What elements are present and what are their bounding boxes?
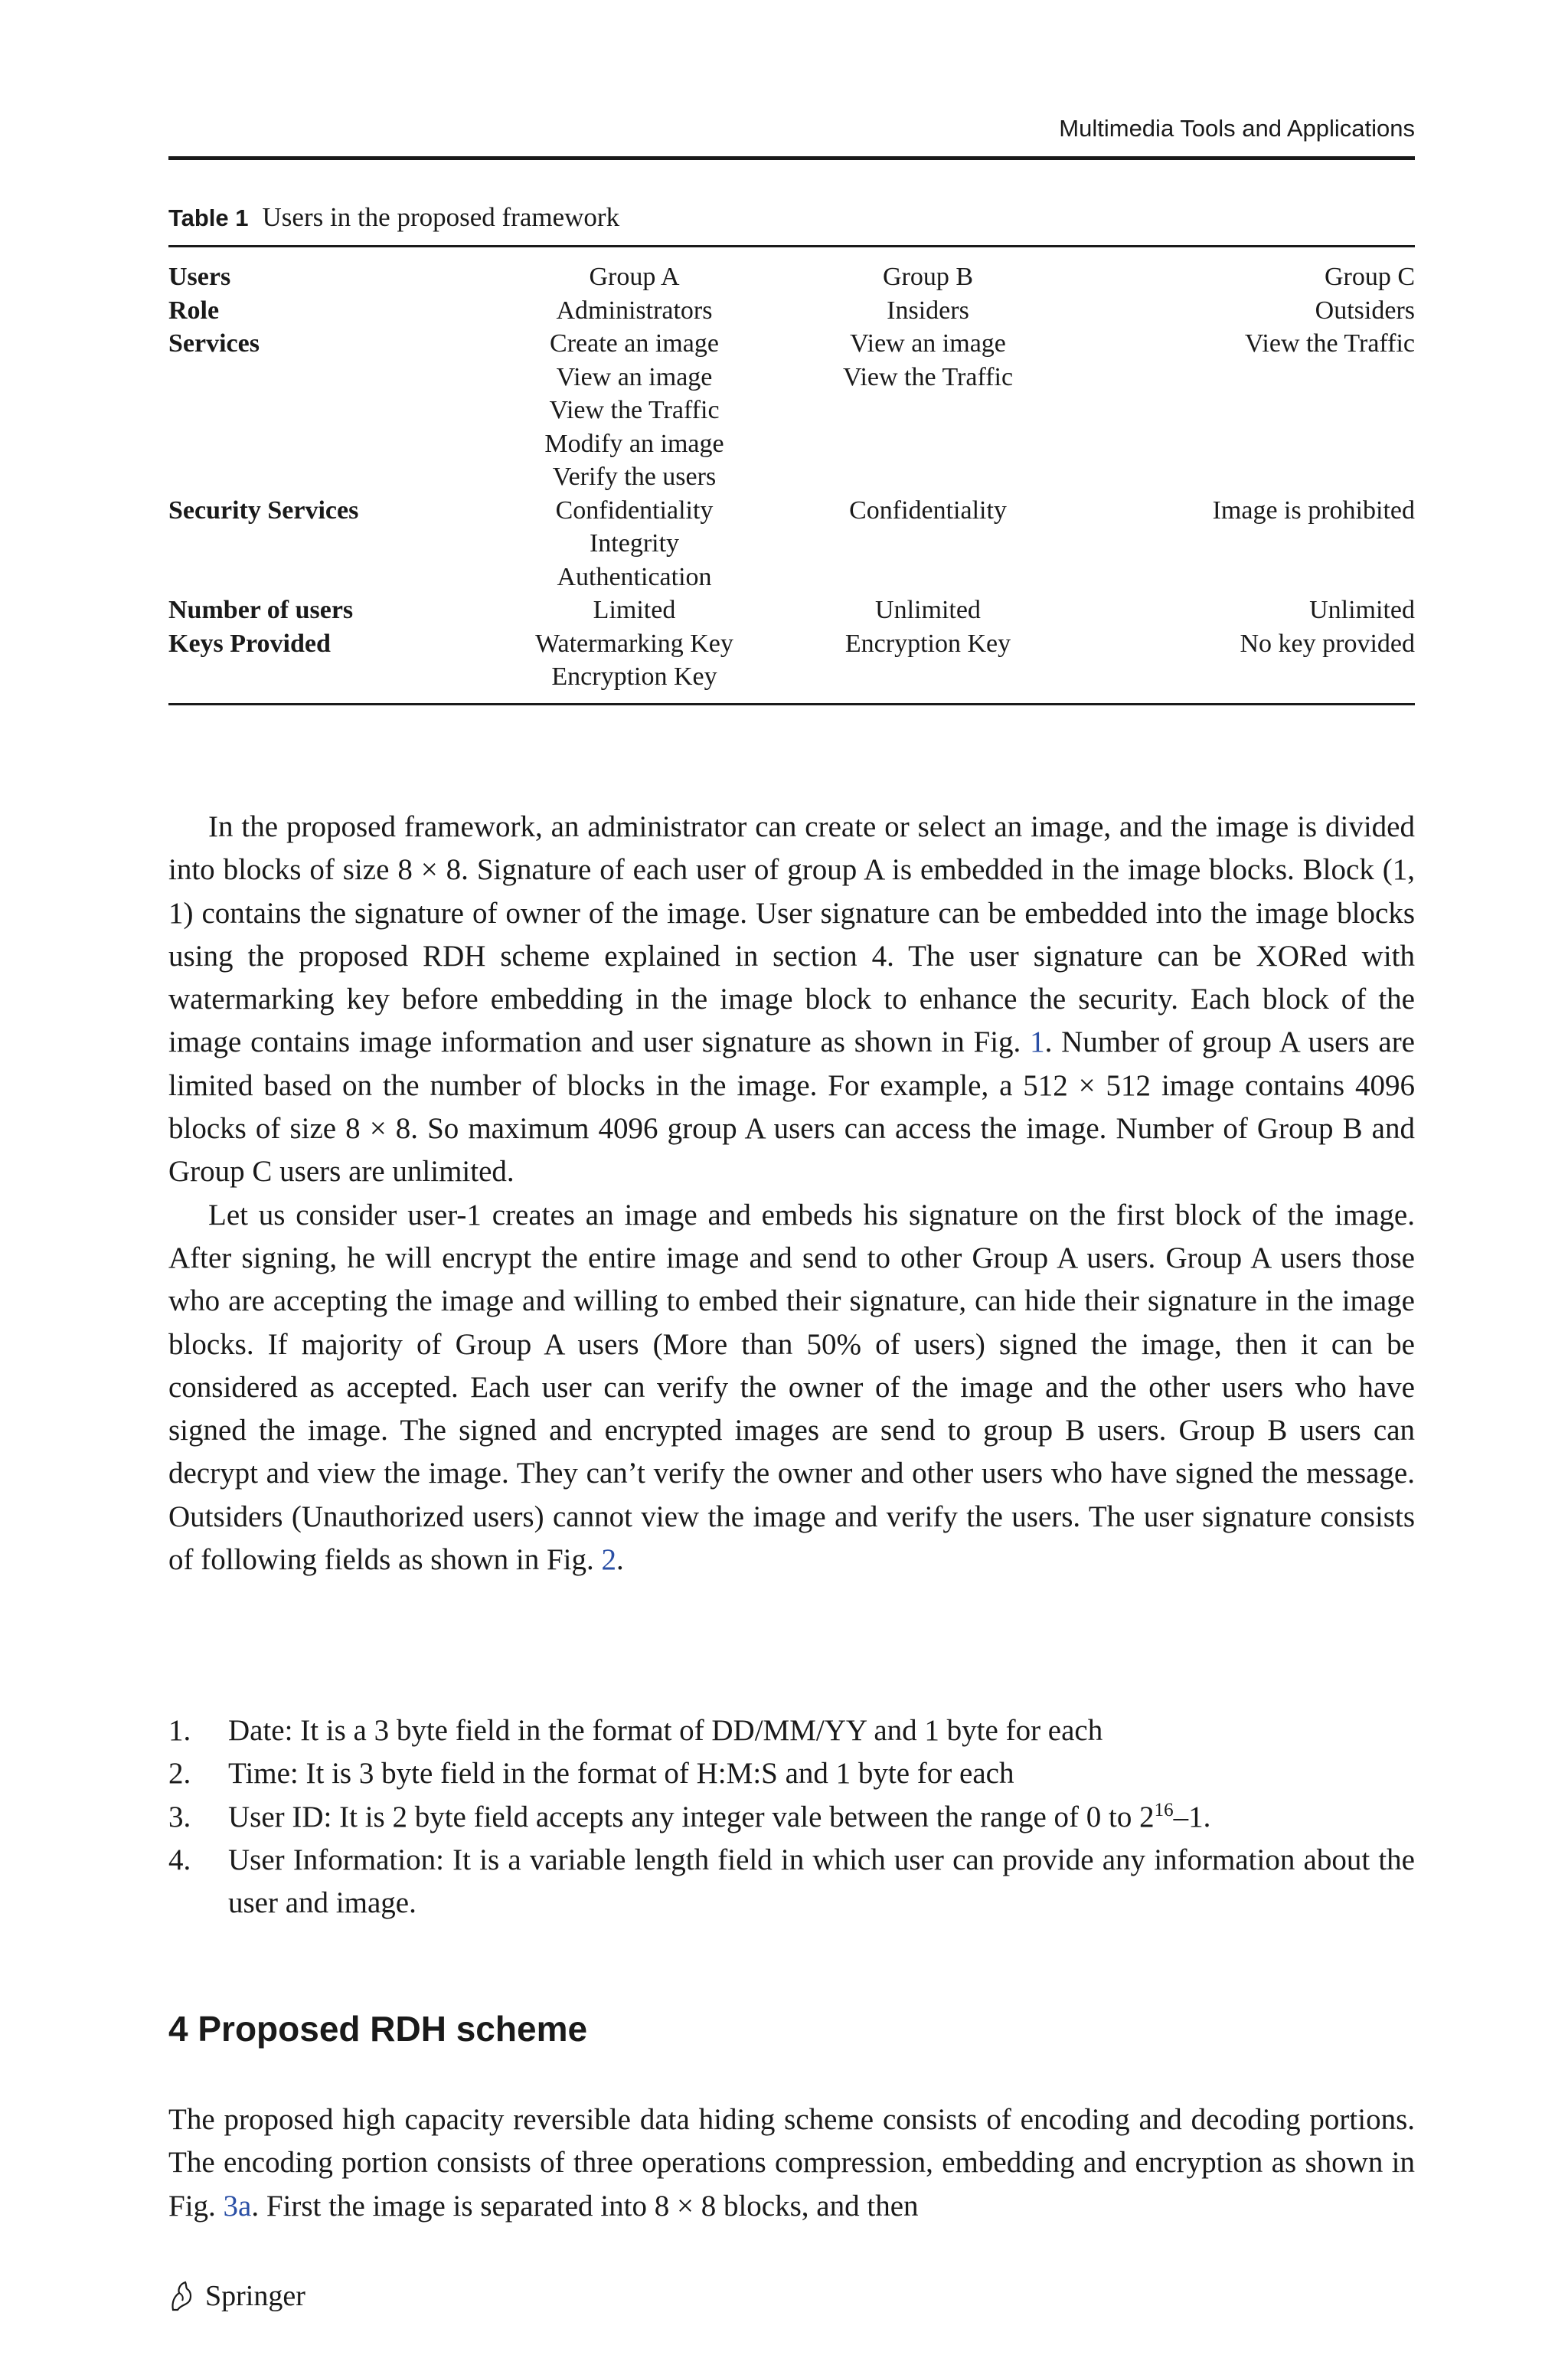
table-cell: Users (168, 263, 231, 291)
table-cell (1085, 594, 1415, 627)
table-label: Table 1 (168, 204, 249, 231)
section-title: 4 Proposed RDH scheme (168, 2009, 588, 2049)
cell-line: Authentication (557, 562, 712, 591)
figure-ref-3a[interactable]: 3a (223, 2189, 252, 2223)
list-item: 4. User Information: It is a variable length field in which user can provide any information about the user and image. (168, 1843, 1415, 1920)
cell-line: Insiders (887, 296, 969, 325)
table-cell (498, 494, 771, 594)
section-paragraph: The proposed high capacity reversible data hiding scheme consists of encoding and decoding portions. The encoding portion consists of three operations compression, embedding and encryption as shown in Fig. 3a. First the image is separated into 8 × 8 blocks, and then (168, 2103, 1415, 2223)
springer-horse-icon (168, 2279, 194, 2313)
cell-line: Outsiders (1315, 296, 1415, 325)
table-cell (1085, 327, 1415, 494)
table-cell (771, 294, 1085, 328)
cell-line: View an image (556, 362, 713, 391)
users-table (168, 260, 1415, 694)
table-row (168, 627, 1415, 694)
cell-line: Encryption Key (844, 629, 1011, 658)
cell-line: View the Traffic (549, 396, 720, 424)
table-cell (1085, 260, 1415, 294)
list-item: 2. Time: It is 3 byte field in the format of H:M:S and 1 byte for each (168, 1757, 1014, 1791)
cell-line: Unlimited (875, 596, 981, 624)
table-cell: Role (168, 296, 220, 325)
table-cell (1085, 627, 1415, 694)
table-row (168, 327, 1415, 494)
table-row (168, 494, 1415, 594)
table-cell (771, 260, 1085, 294)
figure-ref-1[interactable]: 1 (1030, 1025, 1045, 1059)
body-paragraphs (168, 806, 1415, 1582)
table-top-rule (168, 245, 1415, 247)
list-item: 3. User ID: It is 2 byte field accepts any integer vale between the range of 0 to $2^{16}-1$. (168, 1799, 1211, 1833)
table-cell (1085, 294, 1415, 328)
cell-line: Image is prohibited (1212, 496, 1415, 525)
cell-line: View an image (850, 329, 1006, 358)
table-cell (498, 594, 771, 627)
cell-line: Confidentiality (849, 496, 1007, 525)
table-cell (498, 294, 771, 328)
table-cell (1085, 494, 1415, 594)
paragraph-1: In the proposed framework, an administrator can create or select an image, and the image is divided into blocks of size 8 × 8. Signature of each user of group A is embedded in the image blocks. Block (1, 1) contains the signature of owner of the image. User signature can be embedded into the image blocks using the proposed RDH scheme explained in section 4. The user signature can be XORed with watermarking key before embedding in the image block to enhance the security. Each block of the image contains image information and user signature as shown in Fig. 1. Number of group A users are limited based on the number of blocks in the image. For example, a 512 × 512 image contains 4096 blocks of size 8 × 8. So maximum 4096 group A users can access the image. Number of Group B and Group C users are unlimited. (168, 810, 1415, 1189)
table-cell (498, 327, 771, 494)
cell-line: Verify the users (552, 463, 717, 491)
table-cell: Security Services (168, 496, 359, 525)
cell-line: Group A (589, 263, 680, 291)
table-cell: Services (168, 329, 260, 358)
table-cell: Keys Provided (168, 629, 331, 658)
table-caption-text: Users in the proposed framework (262, 202, 620, 232)
cell-line: Watermarking Key (535, 629, 733, 658)
paragraph-2: Let us consider user-1 creates an image and embeds his signature on the first block of the image. After signing, he will encrypt the entire image and send to other Group A users. Group A users those who are accepting the image and willing to embed their signature, can hide their signature in the image blocks. If majority of Group A users (More than 50% of users) signed the image, then it can be considered as accepted. Each user can verify the owner of the image and the other users who have signed the image. The signed and encrypted images are send to group B users. Group B users can decrypt and view the image. They can’t verify the owner and other users who have signed the message. Outsiders (Unauthorized users) cannot view the image and verify the users. The user signature consists of following fields as shown in Fig. 2. (168, 1198, 1415, 1577)
table-cell (771, 627, 1085, 694)
page-footer (168, 2279, 305, 2313)
cell-line: View the Traffic (842, 362, 1014, 391)
table-row (168, 260, 1415, 294)
cell-line: Group B (882, 263, 974, 291)
cell-line: No key provided (1240, 629, 1415, 658)
table-bottom-rule (168, 703, 1415, 705)
table-cell (771, 494, 1085, 594)
table-cell: Number of users (168, 596, 354, 624)
cell-line: Create an image (550, 329, 719, 358)
table-cell (771, 594, 1085, 627)
cell-line: Confidentiality (555, 496, 714, 525)
figure-ref-2[interactable]: 2 (601, 1543, 616, 1577)
cell-line: Group C (1324, 263, 1415, 291)
table-cell (498, 260, 771, 294)
table-row (168, 294, 1415, 328)
cell-line: Encryption Key (551, 662, 717, 691)
section-body (168, 2098, 1415, 2228)
cell-line: Unlimited (1309, 596, 1415, 624)
table-cell (771, 327, 1085, 494)
table-row (168, 594, 1415, 627)
cell-line: Administrators (556, 296, 713, 325)
header-rule (168, 156, 1415, 160)
table-caption (168, 202, 619, 233)
running-header: Multimedia Tools and Applications (1059, 115, 1415, 142)
cell-line: Integrity (589, 529, 680, 558)
table-cell (498, 627, 771, 694)
list-item: 1. Date: It is a 3 byte field in the format of DD/MM/YY and 1 byte for each (168, 1714, 1103, 1747)
cell-line: Modify an image (544, 429, 724, 458)
publisher-name: Springer (205, 2280, 305, 2312)
cell-line: Limited (593, 596, 676, 624)
signature-fields-list (168, 1709, 1415, 1925)
cell-line: View the Traffic (1244, 329, 1415, 358)
